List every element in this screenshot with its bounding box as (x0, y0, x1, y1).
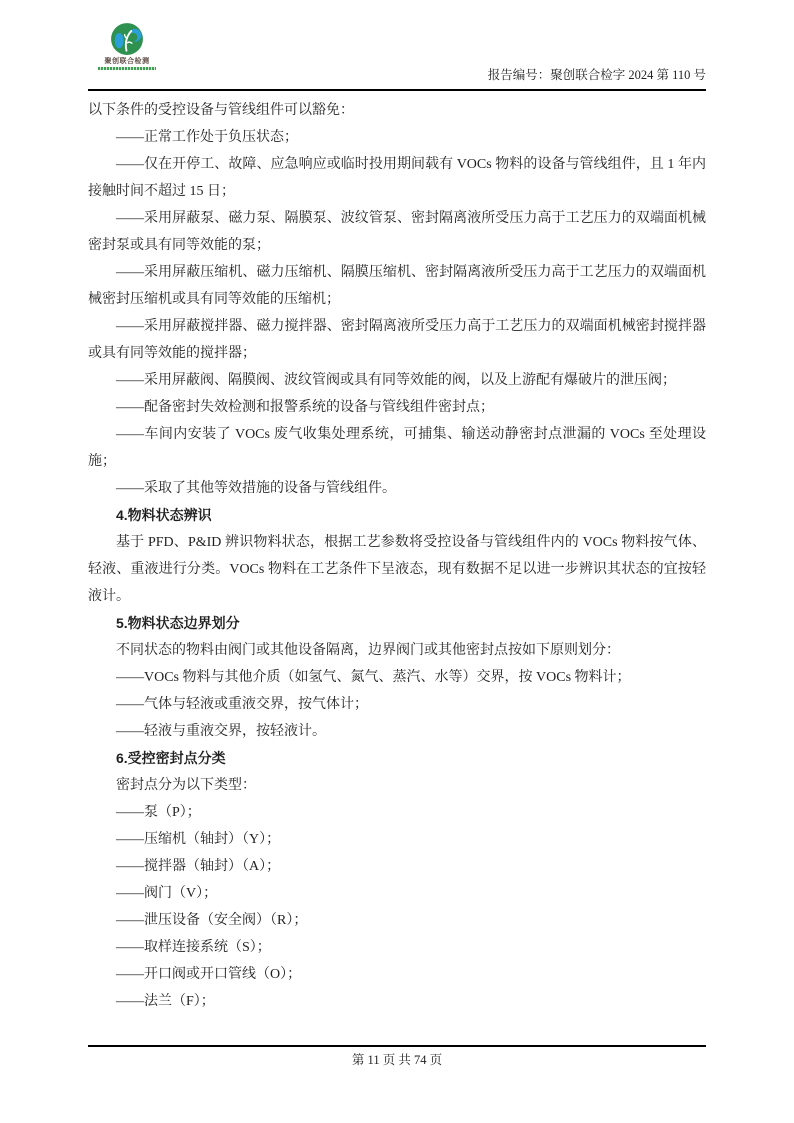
paragraph: ——采用屏蔽阀、隔膜阀、波纹管阀或具有同等效能的阀，以及上游配有爆破片的泄压阀； (116, 373, 676, 388)
paragraph: ——取样连接系统（S）； (116, 940, 271, 955)
paragraph: ——正常工作处于负压状态； (116, 130, 298, 145)
paragraph: ——压缩机（轴封）（Y）； (116, 832, 281, 847)
paragraph: ——气体与轻液或重液交界，按气体计； (116, 697, 368, 712)
paragraph: ——法兰（F）； (116, 994, 215, 1009)
company-logo-icon (110, 22, 144, 56)
paragraph: ——配备密封失效检测和报警系统的设备与管线组件密封点； (116, 400, 494, 415)
paragraph: 密封点分为以下类型： (116, 778, 256, 793)
paragraph: 基于 PFD、P&ID 辨识物料状态，根据工艺参数将受控设备与管线组件内的 VOCs 物料按气体、轻液、重液进行分类。VOCs 物料在工艺条件下呈液态，现有数据不足以进一步辨识其状态的宜按轻液计。 (88, 535, 706, 604)
paragraph: ——开口阀或开口管线（O）； (116, 967, 302, 982)
paragraph: ——轻液与重液交界，按轻液计。 (116, 724, 326, 739)
paragraph: ——车间内安装了 VOCs 废气收集处理系统，可捕集、输送动静密封点泄漏的 VOCs 至处理设施； (88, 427, 706, 469)
paragraph: ——阀门（V）； (116, 886, 218, 901)
paragraph: ——泄压设备（安全阀）（R）； (116, 913, 308, 928)
paragraph: ——搅拌器（轴封）（A）； (116, 859, 281, 874)
company-logo-caption: 聚创联合检测 (104, 58, 150, 65)
section-heading: 4.物料状态辨识 (116, 507, 212, 523)
company-logo (94, 22, 160, 70)
paragraph: ——VOCs 物料与其他介质（如氢气、氮气、蒸汽、水等）交界，按 VOCs 物料计； (116, 670, 631, 685)
footer-rule (88, 1045, 706, 1047)
paragraph: ——采取了其他等效措施的设备与管线组件。 (116, 481, 396, 496)
document-body (88, 97, 706, 1015)
paragraph: ——采用屏蔽搅拌器、磁力搅拌器、密封隔离液所受压力高于工艺压力的双端面机械密封搅拌器或具有同等效能的搅拌器； (88, 319, 706, 361)
company-logo-tagline-bar (98, 67, 156, 70)
page-number: 第 11 页 共 74 页 (351, 1053, 443, 1067)
section-heading: 5.物料状态边界划分 (116, 615, 240, 631)
paragraph: 不同状态的物料由阀门或其他设备隔离，边界阀门或其他密封点按如下原则划分： (116, 643, 620, 658)
paragraph: ——仅在开停工、故障、应急响应或临时投用期间载有 VOCs 物料的设备与管线组件，且 1 年内接触时间不超过 15 日； (88, 157, 706, 199)
section-heading: 6.受控密封点分类 (116, 750, 226, 766)
paragraph: ——采用屏蔽泵、磁力泵、隔膜泵、波纹管泵、密封隔离液所受压力高于工艺压力的双端面机械密封泵或具有同等效能的泵； (88, 211, 706, 253)
paragraph: ——泵（P）； (116, 805, 201, 820)
header-rule (88, 89, 706, 91)
report-number: 报告编号：聚创联合检字 2024 第 110 号 (487, 68, 706, 82)
paragraph: ——采用屏蔽压缩机、磁力压缩机、隔膜压缩机、密封隔离液所受压力高于工艺压力的双端面机械密封压缩机或具有同等效能的压缩机； (88, 265, 706, 307)
paragraph: 以下条件的受控设备与管线组件可以豁免： (88, 103, 354, 118)
